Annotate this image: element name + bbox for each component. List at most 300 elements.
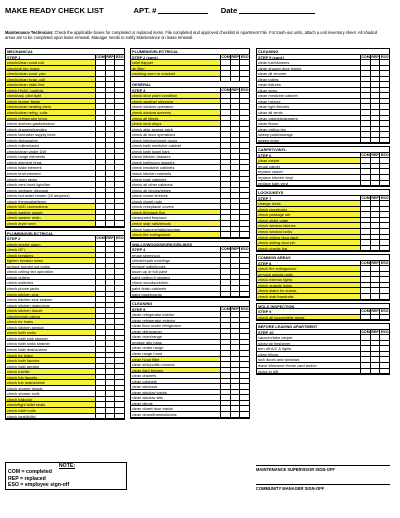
check-box[interactable] bbox=[239, 215, 249, 220]
check-box[interactable] bbox=[220, 253, 230, 258]
check-box[interactable] bbox=[379, 235, 389, 240]
check-box[interactable] bbox=[370, 240, 380, 245]
check-box[interactable] bbox=[105, 386, 115, 391]
check-box[interactable] bbox=[360, 288, 370, 293]
check-box[interactable] bbox=[360, 138, 370, 143]
check-box[interactable] bbox=[370, 218, 380, 223]
check-box[interactable] bbox=[230, 171, 240, 176]
check-box[interactable] bbox=[95, 242, 105, 247]
check-box[interactable] bbox=[360, 164, 370, 169]
check-box[interactable] bbox=[370, 104, 380, 109]
check-box[interactable] bbox=[370, 369, 380, 374]
check-box[interactable] bbox=[105, 60, 115, 65]
check-box[interactable] bbox=[239, 286, 249, 291]
check-box[interactable] bbox=[220, 334, 230, 339]
check-box[interactable] bbox=[114, 149, 124, 154]
check-box[interactable] bbox=[239, 384, 249, 389]
check-box[interactable] bbox=[360, 272, 370, 277]
check-box[interactable] bbox=[239, 227, 249, 232]
check-box[interactable] bbox=[370, 283, 380, 288]
check-box[interactable] bbox=[370, 229, 380, 234]
check-box[interactable] bbox=[230, 60, 240, 65]
check-box[interactable] bbox=[114, 177, 124, 182]
check-box[interactable] bbox=[114, 358, 124, 363]
check-box[interactable] bbox=[114, 308, 124, 313]
check-box[interactable] bbox=[95, 99, 105, 104]
check-box[interactable] bbox=[239, 345, 249, 350]
check-box[interactable] bbox=[239, 280, 249, 285]
check-box[interactable] bbox=[95, 269, 105, 274]
check-box[interactable] bbox=[114, 171, 124, 176]
check-box[interactable] bbox=[360, 369, 370, 374]
check-box[interactable] bbox=[95, 121, 105, 126]
check-box[interactable] bbox=[379, 223, 389, 228]
check-box[interactable] bbox=[239, 357, 249, 362]
check-box[interactable] bbox=[114, 386, 124, 391]
check-box[interactable] bbox=[370, 99, 380, 104]
check-box[interactable] bbox=[105, 165, 115, 170]
check-box[interactable] bbox=[239, 323, 249, 328]
check-box[interactable] bbox=[114, 104, 124, 109]
check-box[interactable] bbox=[114, 402, 124, 407]
check-box[interactable] bbox=[105, 375, 115, 380]
check-box[interactable] bbox=[360, 99, 370, 104]
check-box[interactable] bbox=[95, 325, 105, 330]
check-box[interactable] bbox=[379, 201, 389, 206]
check-box[interactable] bbox=[370, 116, 380, 121]
check-box[interactable] bbox=[105, 127, 115, 132]
check-box[interactable] bbox=[114, 154, 124, 159]
check-box[interactable] bbox=[95, 358, 105, 363]
check-box[interactable] bbox=[105, 121, 115, 126]
check-box[interactable] bbox=[105, 336, 115, 341]
check-box[interactable] bbox=[230, 412, 240, 417]
check-box[interactable] bbox=[230, 362, 240, 367]
check-box[interactable] bbox=[114, 391, 124, 396]
check-box[interactable] bbox=[95, 369, 105, 374]
check-box[interactable] bbox=[239, 258, 249, 263]
check-box[interactable] bbox=[230, 357, 240, 362]
check-box[interactable] bbox=[114, 275, 124, 280]
check-box[interactable] bbox=[105, 353, 115, 358]
check-box[interactable] bbox=[220, 379, 230, 384]
check-box[interactable] bbox=[239, 110, 249, 115]
check-box[interactable] bbox=[230, 232, 240, 237]
check-box[interactable] bbox=[239, 340, 249, 345]
check-box[interactable] bbox=[95, 258, 105, 263]
check-box[interactable] bbox=[370, 266, 380, 271]
check-box[interactable] bbox=[239, 221, 249, 226]
check-box[interactable] bbox=[230, 318, 240, 323]
check-box[interactable] bbox=[95, 71, 105, 76]
apt-number-field[interactable] bbox=[158, 6, 208, 14]
check-box[interactable] bbox=[114, 127, 124, 132]
check-box[interactable] bbox=[114, 193, 124, 198]
check-box[interactable] bbox=[220, 227, 230, 232]
check-box[interactable] bbox=[105, 347, 115, 352]
check-box[interactable] bbox=[379, 283, 389, 288]
check-box[interactable] bbox=[379, 357, 389, 362]
check-box[interactable] bbox=[220, 110, 230, 115]
check-box[interactable] bbox=[114, 182, 124, 187]
check-box[interactable] bbox=[379, 212, 389, 217]
check-box[interactable] bbox=[370, 212, 380, 217]
check-box[interactable] bbox=[370, 169, 380, 174]
check-box[interactable] bbox=[95, 160, 105, 165]
check-box[interactable] bbox=[220, 264, 230, 269]
check-box[interactable] bbox=[105, 132, 115, 137]
check-box[interactable] bbox=[239, 188, 249, 193]
check-box[interactable] bbox=[230, 390, 240, 395]
check-box[interactable] bbox=[105, 408, 115, 413]
check-box[interactable] bbox=[370, 357, 380, 362]
check-box[interactable] bbox=[220, 60, 230, 65]
check-box[interactable] bbox=[239, 99, 249, 104]
check-box[interactable] bbox=[360, 116, 370, 121]
check-box[interactable] bbox=[239, 171, 249, 176]
check-box[interactable] bbox=[239, 132, 249, 137]
check-box[interactable] bbox=[230, 132, 240, 137]
check-box[interactable] bbox=[95, 264, 105, 269]
check-box[interactable] bbox=[370, 121, 380, 126]
check-box[interactable] bbox=[95, 221, 105, 226]
check-box[interactable] bbox=[379, 88, 389, 93]
check-box[interactable] bbox=[239, 143, 249, 148]
check-box[interactable] bbox=[114, 221, 124, 226]
check-box[interactable] bbox=[230, 110, 240, 115]
check-box[interactable] bbox=[230, 406, 240, 411]
check-box[interactable] bbox=[230, 149, 240, 154]
check-box[interactable] bbox=[105, 215, 115, 220]
check-box[interactable] bbox=[370, 223, 380, 228]
check-box[interactable] bbox=[360, 246, 370, 251]
check-box[interactable] bbox=[230, 312, 240, 317]
check-box[interactable] bbox=[230, 368, 240, 373]
check-box[interactable] bbox=[220, 143, 230, 148]
check-box[interactable] bbox=[105, 93, 115, 98]
check-box[interactable] bbox=[230, 351, 240, 356]
check-box[interactable] bbox=[379, 363, 389, 368]
check-box[interactable] bbox=[105, 188, 115, 193]
check-box[interactable] bbox=[105, 110, 115, 115]
check-box[interactable] bbox=[370, 110, 380, 115]
check-box[interactable] bbox=[220, 368, 230, 373]
check-box[interactable] bbox=[95, 375, 105, 380]
check-box[interactable] bbox=[360, 201, 370, 206]
check-box[interactable] bbox=[230, 253, 240, 258]
check-box[interactable] bbox=[95, 215, 105, 220]
check-box[interactable] bbox=[95, 60, 105, 65]
check-box[interactable] bbox=[239, 204, 249, 209]
check-box[interactable] bbox=[105, 160, 115, 165]
check-box[interactable] bbox=[95, 104, 105, 109]
check-box[interactable] bbox=[95, 171, 105, 176]
check-box[interactable] bbox=[220, 71, 230, 76]
check-box[interactable] bbox=[105, 77, 115, 82]
check-box[interactable] bbox=[105, 280, 115, 285]
check-box[interactable] bbox=[114, 253, 124, 258]
check-box[interactable] bbox=[95, 391, 105, 396]
check-box[interactable] bbox=[220, 312, 230, 317]
check-box[interactable] bbox=[370, 164, 380, 169]
check-box[interactable] bbox=[239, 210, 249, 215]
check-box[interactable] bbox=[105, 82, 115, 87]
check-box[interactable] bbox=[220, 292, 230, 297]
check-box[interactable] bbox=[360, 223, 370, 228]
check-box[interactable] bbox=[95, 408, 105, 413]
check-box[interactable] bbox=[230, 104, 240, 109]
check-box[interactable] bbox=[220, 275, 230, 280]
check-box[interactable] bbox=[220, 286, 230, 291]
check-box[interactable] bbox=[360, 121, 370, 126]
check-box[interactable] bbox=[360, 229, 370, 234]
check-box[interactable] bbox=[95, 193, 105, 198]
check-box[interactable] bbox=[239, 379, 249, 384]
check-box[interactable] bbox=[239, 165, 249, 170]
check-box[interactable] bbox=[105, 210, 115, 215]
check-box[interactable] bbox=[220, 193, 230, 198]
check-box[interactable] bbox=[239, 275, 249, 280]
check-box[interactable] bbox=[95, 330, 105, 335]
check-box[interactable] bbox=[114, 66, 124, 71]
check-box[interactable] bbox=[370, 335, 380, 340]
check-box[interactable] bbox=[95, 66, 105, 71]
check-box[interactable] bbox=[370, 175, 380, 180]
check-box[interactable] bbox=[230, 204, 240, 209]
check-box[interactable] bbox=[114, 264, 124, 269]
check-box[interactable] bbox=[370, 207, 380, 212]
check-box[interactable] bbox=[239, 334, 249, 339]
check-box[interactable] bbox=[95, 143, 105, 148]
check-box[interactable] bbox=[220, 66, 230, 71]
check-box[interactable] bbox=[105, 138, 115, 143]
check-box[interactable] bbox=[95, 165, 105, 170]
check-box[interactable] bbox=[379, 104, 389, 109]
check-box[interactable] bbox=[239, 199, 249, 204]
check-box[interactable] bbox=[114, 414, 124, 419]
check-box[interactable] bbox=[370, 60, 380, 65]
check-box[interactable] bbox=[95, 308, 105, 313]
check-box[interactable] bbox=[230, 258, 240, 263]
check-box[interactable] bbox=[239, 127, 249, 132]
check-box[interactable] bbox=[230, 384, 240, 389]
check-box[interactable] bbox=[239, 292, 249, 297]
check-box[interactable] bbox=[105, 297, 115, 302]
check-box[interactable] bbox=[360, 66, 370, 71]
check-box[interactable] bbox=[370, 181, 380, 186]
check-box[interactable] bbox=[239, 368, 249, 373]
check-box[interactable] bbox=[370, 346, 380, 351]
check-box[interactable] bbox=[220, 357, 230, 362]
check-box[interactable] bbox=[114, 269, 124, 274]
check-box[interactable] bbox=[360, 175, 370, 180]
check-box[interactable] bbox=[105, 171, 115, 176]
check-box[interactable] bbox=[360, 266, 370, 271]
check-box[interactable] bbox=[230, 264, 240, 269]
check-box[interactable] bbox=[114, 325, 124, 330]
check-box[interactable] bbox=[239, 390, 249, 395]
check-box[interactable] bbox=[114, 297, 124, 302]
check-box[interactable] bbox=[230, 188, 240, 193]
check-box[interactable] bbox=[95, 253, 105, 258]
check-box[interactable] bbox=[370, 341, 380, 346]
check-box[interactable] bbox=[105, 308, 115, 313]
check-box[interactable] bbox=[105, 269, 115, 274]
check-box[interactable] bbox=[114, 369, 124, 374]
check-box[interactable] bbox=[105, 199, 115, 204]
check-box[interactable] bbox=[105, 292, 115, 297]
check-box[interactable] bbox=[95, 210, 105, 215]
check-box[interactable] bbox=[114, 347, 124, 352]
check-box[interactable] bbox=[114, 375, 124, 380]
check-box[interactable] bbox=[230, 340, 240, 345]
check-box[interactable] bbox=[360, 71, 370, 76]
check-box[interactable] bbox=[105, 330, 115, 335]
check-box[interactable] bbox=[239, 406, 249, 411]
check-box[interactable] bbox=[360, 60, 370, 65]
check-box[interactable] bbox=[379, 164, 389, 169]
check-box[interactable] bbox=[114, 77, 124, 82]
check-box[interactable] bbox=[95, 138, 105, 143]
check-box[interactable] bbox=[239, 362, 249, 367]
check-box[interactable] bbox=[239, 77, 249, 82]
check-box[interactable] bbox=[379, 132, 389, 137]
check-box[interactable] bbox=[360, 240, 370, 245]
check-box[interactable] bbox=[379, 60, 389, 65]
check-box[interactable] bbox=[220, 149, 230, 154]
check-box[interactable] bbox=[370, 138, 380, 143]
check-box[interactable] bbox=[105, 143, 115, 148]
check-box[interactable] bbox=[114, 165, 124, 170]
check-box[interactable] bbox=[220, 280, 230, 285]
check-box[interactable] bbox=[95, 177, 105, 182]
check-box[interactable] bbox=[105, 397, 115, 402]
check-box[interactable] bbox=[105, 88, 115, 93]
check-box[interactable] bbox=[95, 280, 105, 285]
check-box[interactable] bbox=[230, 165, 240, 170]
check-box[interactable] bbox=[220, 160, 230, 165]
check-box[interactable] bbox=[360, 335, 370, 340]
check-box[interactable] bbox=[230, 138, 240, 143]
check-box[interactable] bbox=[360, 127, 370, 132]
check-box[interactable] bbox=[95, 353, 105, 358]
check-box[interactable] bbox=[95, 149, 105, 154]
check-box[interactable] bbox=[105, 182, 115, 187]
check-box[interactable] bbox=[370, 71, 380, 76]
check-box[interactable] bbox=[220, 345, 230, 350]
check-box[interactable] bbox=[370, 77, 380, 82]
check-box[interactable] bbox=[379, 229, 389, 234]
check-box[interactable] bbox=[114, 258, 124, 263]
check-box[interactable] bbox=[114, 138, 124, 143]
check-box[interactable] bbox=[220, 116, 230, 121]
check-box[interactable] bbox=[220, 318, 230, 323]
check-box[interactable] bbox=[239, 160, 249, 165]
check-box[interactable] bbox=[239, 351, 249, 356]
check-box[interactable] bbox=[114, 242, 124, 247]
check-box[interactable] bbox=[95, 292, 105, 297]
check-box[interactable] bbox=[230, 199, 240, 204]
check-box[interactable] bbox=[220, 329, 230, 334]
check-box[interactable] bbox=[220, 221, 230, 226]
check-box[interactable] bbox=[220, 406, 230, 411]
check-box[interactable] bbox=[230, 275, 240, 280]
check-box[interactable] bbox=[230, 182, 240, 187]
check-box[interactable] bbox=[220, 351, 230, 356]
check-box[interactable] bbox=[230, 93, 240, 98]
check-box[interactable] bbox=[95, 77, 105, 82]
check-box[interactable] bbox=[370, 294, 380, 299]
check-box[interactable] bbox=[360, 132, 370, 137]
check-box[interactable] bbox=[220, 165, 230, 170]
check-box[interactable] bbox=[105, 275, 115, 280]
check-box[interactable] bbox=[230, 66, 240, 71]
check-box[interactable] bbox=[220, 177, 230, 182]
check-box[interactable] bbox=[239, 177, 249, 182]
check-box[interactable] bbox=[114, 319, 124, 324]
check-box[interactable] bbox=[105, 364, 115, 369]
check-box[interactable] bbox=[230, 221, 240, 226]
check-box[interactable] bbox=[370, 352, 380, 357]
check-box[interactable] bbox=[105, 66, 115, 71]
check-box[interactable] bbox=[379, 288, 389, 293]
check-box[interactable] bbox=[114, 99, 124, 104]
check-box[interactable] bbox=[105, 369, 115, 374]
check-box[interactable] bbox=[230, 227, 240, 232]
check-box[interactable] bbox=[105, 380, 115, 385]
check-box[interactable] bbox=[230, 215, 240, 220]
check-box[interactable] bbox=[95, 380, 105, 385]
check-box[interactable] bbox=[220, 199, 230, 204]
check-box[interactable] bbox=[360, 169, 370, 174]
check-box[interactable] bbox=[379, 266, 389, 271]
check-box[interactable] bbox=[95, 182, 105, 187]
check-box[interactable] bbox=[239, 182, 249, 187]
check-box[interactable] bbox=[114, 380, 124, 385]
check-box[interactable] bbox=[370, 127, 380, 132]
check-box[interactable] bbox=[114, 60, 124, 65]
check-box[interactable] bbox=[95, 93, 105, 98]
check-box[interactable] bbox=[230, 269, 240, 274]
check-box[interactable] bbox=[360, 110, 370, 115]
check-box[interactable] bbox=[370, 277, 380, 282]
check-box[interactable] bbox=[114, 199, 124, 204]
check-box[interactable] bbox=[105, 193, 115, 198]
check-box[interactable] bbox=[114, 330, 124, 335]
check-box[interactable] bbox=[95, 275, 105, 280]
check-box[interactable] bbox=[114, 247, 124, 252]
check-box[interactable] bbox=[379, 272, 389, 277]
check-box[interactable] bbox=[370, 158, 380, 163]
check-box[interactable] bbox=[379, 138, 389, 143]
check-box[interactable] bbox=[230, 71, 240, 76]
check-box[interactable] bbox=[95, 110, 105, 115]
check-box[interactable] bbox=[105, 253, 115, 258]
check-box[interactable] bbox=[95, 199, 105, 204]
check-box[interactable] bbox=[379, 116, 389, 121]
check-box[interactable] bbox=[95, 204, 105, 209]
check-box[interactable] bbox=[370, 288, 380, 293]
check-box[interactable] bbox=[114, 210, 124, 215]
check-box[interactable] bbox=[220, 77, 230, 82]
check-box[interactable] bbox=[370, 88, 380, 93]
check-box[interactable] bbox=[95, 297, 105, 302]
check-box[interactable] bbox=[105, 414, 115, 419]
check-box[interactable] bbox=[239, 104, 249, 109]
check-box[interactable] bbox=[230, 329, 240, 334]
check-box[interactable] bbox=[220, 258, 230, 263]
check-box[interactable] bbox=[220, 154, 230, 159]
